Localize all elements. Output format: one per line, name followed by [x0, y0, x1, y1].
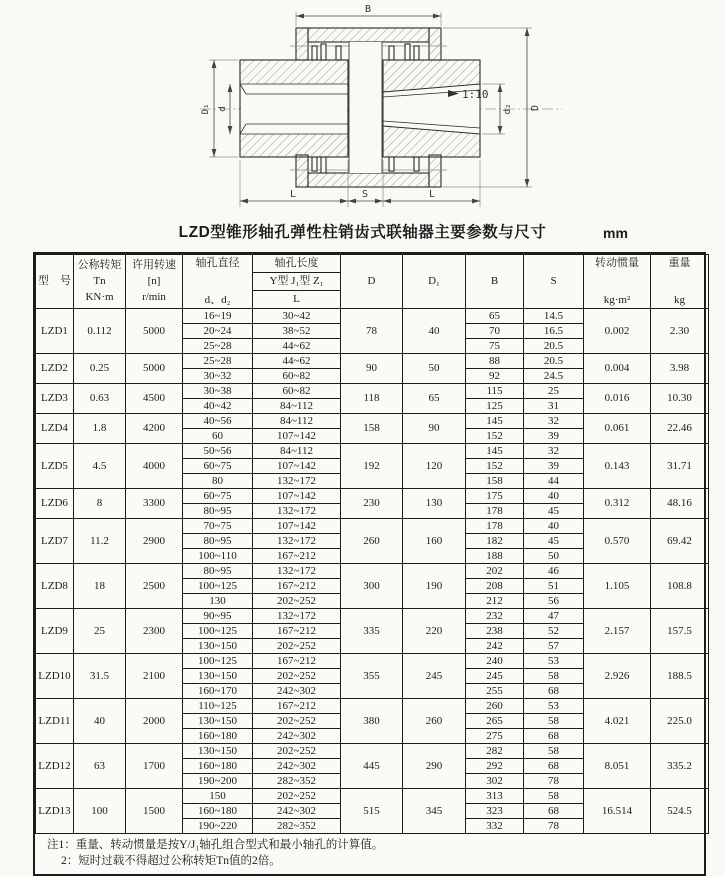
torque-cell: 31.5 — [74, 654, 126, 699]
bore-length-cell: 44~62 — [253, 354, 341, 369]
bore-diameter-cell: 160~180 — [183, 804, 253, 819]
S-cell: 50 — [524, 549, 584, 564]
inertia-cell: 0.570 — [584, 519, 651, 564]
bore-diameter-cell: 80~95 — [183, 504, 253, 519]
bore-diameter-cell: 130 — [183, 594, 253, 609]
D1-cell: 160 — [403, 519, 466, 564]
parameter-table — [35, 254, 709, 834]
B-cell: 238 — [466, 624, 524, 639]
bore-length-cell: 282~352 — [253, 819, 341, 834]
S-cell: 78 — [524, 774, 584, 789]
D-cell: 90 — [341, 354, 403, 384]
bore-length-cell: 107~142 — [253, 429, 341, 444]
header-inertia — [584, 255, 651, 309]
S-cell: 32 — [524, 444, 584, 459]
bore-length-cell: 242~302 — [253, 684, 341, 699]
inertia-cell: 0.061 — [584, 414, 651, 444]
D-cell: 355 — [341, 654, 403, 699]
B-cell: 182 — [466, 534, 524, 549]
B-cell: 313 — [466, 789, 524, 804]
dim-d2-label: d₂ — [503, 103, 513, 115]
weight-cell: 524.5 — [651, 789, 709, 834]
B-cell: 65 — [466, 309, 524, 324]
D1-cell: 245 — [403, 654, 466, 699]
bore-length-cell: 202~252 — [253, 714, 341, 729]
torque-cell: 1.8 — [74, 414, 126, 444]
bore-length-cell: 107~142 — [253, 459, 341, 474]
S-cell: 51 — [524, 579, 584, 594]
speed-cell: 4200 — [126, 414, 183, 444]
B-cell: 292 — [466, 759, 524, 774]
speed-cell: 4500 — [126, 384, 183, 414]
bore-diameter-cell: 130~150 — [183, 744, 253, 759]
S-cell: 20.5 — [524, 339, 584, 354]
unit-label: mm — [603, 225, 628, 241]
bore-length-cell: 167~212 — [253, 624, 341, 639]
header-bore-length: 轴孔长度 — [253, 255, 341, 273]
bore-length-cell: 60~82 — [253, 384, 341, 399]
S-cell: 57 — [524, 639, 584, 654]
center-sleeve — [349, 42, 382, 173]
S-cell: 68 — [524, 729, 584, 744]
bore-length-cell: 167~212 — [253, 654, 341, 669]
bore-diameter-cell: 40~56 — [183, 414, 253, 429]
B-cell: 145 — [466, 444, 524, 459]
table-row — [36, 744, 709, 759]
torque-cell: 25 — [74, 609, 126, 654]
dim-B-label: B — [364, 4, 372, 15]
bore-diameter-cell: 130~150 — [183, 669, 253, 684]
S-cell: 39 — [524, 459, 584, 474]
bore-length-cell: 202~252 — [253, 669, 341, 684]
weight-cell: 2.30 — [651, 309, 709, 354]
speed-cell: 2300 — [126, 609, 183, 654]
bore-length-cell: 202~252 — [253, 594, 341, 609]
header-speed-title: 许用转速 — [132, 258, 176, 271]
B-cell: 115 — [466, 384, 524, 399]
D-cell: 445 — [341, 744, 403, 789]
bore-length-cell: 242~302 — [253, 729, 341, 744]
page-title: LZD型锥形轴孔弹性柱销齿式联轴器主要参数与尺寸 — [178, 224, 547, 241]
model-cell: LZD1 — [36, 309, 74, 354]
bore-diameter-cell: 190~220 — [183, 819, 253, 834]
D-cell: 78 — [341, 309, 403, 354]
S-cell: 32 — [524, 414, 584, 429]
bore-diameter-cell: 160~170 — [183, 684, 253, 699]
S-cell: 24.5 — [524, 369, 584, 384]
table-row — [36, 564, 709, 579]
bore-diameter-cell: 150 — [183, 789, 253, 804]
bore-diameter-cell: 80~95 — [183, 564, 253, 579]
model-cell: LZD9 — [36, 609, 74, 654]
bore-diameter-cell: 80~95 — [183, 534, 253, 549]
header-weight — [651, 255, 709, 309]
torque-cell: 0.112 — [74, 309, 126, 354]
B-cell: 152 — [466, 459, 524, 474]
D1-cell: 120 — [403, 444, 466, 489]
bore-length-cell: 202~252 — [253, 744, 341, 759]
S-cell: 78 — [524, 819, 584, 834]
B-cell: 188 — [466, 549, 524, 564]
B-cell: 245 — [466, 669, 524, 684]
bore-diameter-cell: 100~125 — [183, 654, 253, 669]
model-cell: LZD13 — [36, 789, 74, 834]
model-cell: LZD2 — [36, 354, 74, 384]
torque-cell: 40 — [74, 699, 126, 744]
bore-length-cell: 132~172 — [253, 564, 341, 579]
S-cell: 46 — [524, 564, 584, 579]
dim-L-right-label: L — [428, 189, 436, 200]
inertia-cell: 16.514 — [584, 789, 651, 834]
S-cell: 40 — [524, 489, 584, 504]
dim-d-label: d — [218, 106, 228, 112]
B-cell: 332 — [466, 819, 524, 834]
D-cell: 230 — [341, 489, 403, 519]
bore-length-cell: 107~142 — [253, 489, 341, 504]
model-cell: LZD8 — [36, 564, 74, 609]
dim-D-label: D — [530, 104, 541, 112]
speed-cell: 2900 — [126, 519, 183, 564]
bore-diameter-cell: 30~32 — [183, 369, 253, 384]
bore-diameter-cell: 160~180 — [183, 729, 253, 744]
speed-cell: 2500 — [126, 564, 183, 609]
D-cell: 158 — [341, 414, 403, 444]
S-cell: 53 — [524, 699, 584, 714]
S-cell: 25 — [524, 384, 584, 399]
header-inertia-title: 转动惯量 — [595, 256, 639, 269]
header-weight-title: 重量 — [668, 256, 691, 269]
B-cell: 175 — [466, 489, 524, 504]
header-D: D — [341, 255, 403, 309]
header-weight-unit: kg — [674, 293, 685, 306]
table-row — [36, 654, 709, 669]
B-cell: 232 — [466, 609, 524, 624]
weight-cell: 69.42 — [651, 519, 709, 564]
B-cell: 212 — [466, 594, 524, 609]
S-cell: 58 — [524, 789, 584, 804]
bore-length-cell: 84~112 — [253, 414, 341, 429]
dim-L-left-label: L — [289, 189, 297, 200]
bore-diameter-cell: 160~180 — [183, 759, 253, 774]
D1-cell: 220 — [403, 609, 466, 654]
taper-label: 1:10 — [462, 88, 489, 101]
model-cell: LZD10 — [36, 654, 74, 699]
B-cell: 265 — [466, 714, 524, 729]
inertia-cell: 2.157 — [584, 609, 651, 654]
dim-B — [296, 4, 441, 26]
header-S: S — [524, 255, 584, 309]
header-bore-length-types: Y型 J₁型 Z₁ — [253, 273, 341, 291]
D1-cell: 290 — [403, 744, 466, 789]
bore-length-cell: 30~42 — [253, 309, 341, 324]
S-cell: 58 — [524, 744, 584, 759]
bore-diameter-cell: 70~75 — [183, 519, 253, 534]
table-row — [36, 384, 709, 399]
weight-cell: 3.98 — [651, 354, 709, 384]
header-speed — [126, 255, 183, 309]
bore-diameter-cell: 20~24 — [183, 324, 253, 339]
right-hub — [383, 60, 489, 157]
B-cell: 88 — [466, 354, 524, 369]
bore-diameter-cell: 16~19 — [183, 309, 253, 324]
bore-length-cell: 242~302 — [253, 804, 341, 819]
bore-length-cell: 202~252 — [253, 639, 341, 654]
header-torque-symbol: Tn — [93, 275, 106, 287]
D1-cell: 260 — [403, 699, 466, 744]
B-cell: 178 — [466, 504, 524, 519]
bore-length-cell: 107~142 — [253, 519, 341, 534]
coupling-drawing-area — [0, 0, 725, 218]
B-cell: 323 — [466, 804, 524, 819]
D-cell: 515 — [341, 789, 403, 834]
S-cell: 16.5 — [524, 324, 584, 339]
bore-diameter-cell: 130~150 — [183, 639, 253, 654]
torque-cell: 100 — [74, 789, 126, 834]
coupling-table-body — [36, 309, 709, 834]
B-cell: 275 — [466, 729, 524, 744]
table-row — [36, 309, 709, 324]
header-bore-diameter — [183, 255, 253, 309]
note-line-1: 注1：重量、转动惯量是按Y/J₁轴孔组合型式和最小轴孔的计算值。 — [47, 839, 384, 851]
S-cell: 47 — [524, 609, 584, 624]
speed-cell: 5000 — [126, 309, 183, 354]
B-cell: 178 — [466, 519, 524, 534]
B-cell: 75 — [466, 339, 524, 354]
inertia-cell: 0.143 — [584, 444, 651, 489]
bore-diameter-cell: 100~125 — [183, 624, 253, 639]
table-notes — [35, 834, 704, 874]
speed-cell: 4000 — [126, 444, 183, 489]
B-cell: 260 — [466, 699, 524, 714]
bore-diameter-cell: 90~95 — [183, 609, 253, 624]
B-cell: 255 — [466, 684, 524, 699]
header-inertia-unit: kg·m² — [603, 293, 631, 306]
bore-diameter-cell: 50~56 — [183, 444, 253, 459]
bore-diameter-cell: 190~200 — [183, 774, 253, 789]
S-cell: 53 — [524, 654, 584, 669]
bore-diameter-cell: 25~28 — [183, 354, 253, 369]
torque-cell: 18 — [74, 564, 126, 609]
table-row — [36, 354, 709, 369]
bore-diameter-cell: 60~75 — [183, 459, 253, 474]
weight-cell: 10.30 — [651, 384, 709, 414]
bore-length-cell: 167~212 — [253, 699, 341, 714]
speed-cell: 3300 — [126, 489, 183, 519]
S-cell: 40 — [524, 519, 584, 534]
bore-length-cell: 44~62 — [253, 339, 341, 354]
model-cell: LZD3 — [36, 384, 74, 414]
table-row — [36, 489, 709, 504]
B-cell: 70 — [466, 324, 524, 339]
bore-length-cell: 38~52 — [253, 324, 341, 339]
B-cell: 145 — [466, 414, 524, 429]
bore-length-cell: 282~352 — [253, 774, 341, 789]
speed-cell: 1700 — [126, 744, 183, 789]
weight-cell: 31.71 — [651, 444, 709, 489]
D1-cell: 65 — [403, 384, 466, 414]
speed-cell: 1500 — [126, 789, 183, 834]
bore-length-cell: 84~112 — [253, 444, 341, 459]
S-cell: 58 — [524, 669, 584, 684]
B-cell: 152 — [466, 429, 524, 444]
table-row — [36, 609, 709, 624]
S-cell: 31 — [524, 399, 584, 414]
S-cell: 45 — [524, 534, 584, 549]
weight-cell: 157.5 — [651, 609, 709, 654]
S-cell: 14.5 — [524, 309, 584, 324]
inertia-cell: 0.004 — [584, 354, 651, 384]
D1-cell: 40 — [403, 309, 466, 354]
bore-length-cell: 84~112 — [253, 399, 341, 414]
bore-diameter-cell: 30~38 — [183, 384, 253, 399]
B-cell: 282 — [466, 744, 524, 759]
speed-cell: 5000 — [126, 354, 183, 384]
dim-S-label: S — [361, 189, 369, 200]
S-cell: 44 — [524, 474, 584, 489]
weight-cell: 225.0 — [651, 699, 709, 744]
D-cell: 380 — [341, 699, 403, 744]
model-cell: LZD4 — [36, 414, 74, 444]
table-row — [36, 414, 709, 429]
inertia-cell: 1.105 — [584, 564, 651, 609]
inertia-cell: 8.051 — [584, 744, 651, 789]
torque-cell: 0.63 — [74, 384, 126, 414]
bore-diameter-cell: 40~42 — [183, 399, 253, 414]
S-cell: 45 — [524, 504, 584, 519]
bore-diameter-cell: 100~125 — [183, 579, 253, 594]
S-cell: 52 — [524, 624, 584, 639]
D-cell: 192 — [341, 444, 403, 489]
B-cell: 208 — [466, 579, 524, 594]
weight-cell: 188.5 — [651, 654, 709, 699]
bore-length-cell: 132~172 — [253, 474, 341, 489]
coupling-drawing — [0, 0, 725, 218]
B-cell: 302 — [466, 774, 524, 789]
table-header — [36, 255, 709, 309]
D-cell: 335 — [341, 609, 403, 654]
model-cell: LZD7 — [36, 519, 74, 564]
bore-length-cell: 132~172 — [253, 609, 341, 624]
bore-length-cell: 202~252 — [253, 789, 341, 804]
speed-cell: 2000 — [126, 699, 183, 744]
torque-cell: 8 — [74, 489, 126, 519]
note-line-2: 2：短时过载不得超过公称转矩Tn值的2倍。 — [61, 855, 281, 867]
inertia-cell: 2.926 — [584, 654, 651, 699]
B-cell: 158 — [466, 474, 524, 489]
header-torque-unit: KN·m — [85, 291, 114, 304]
header-D1: D₁ — [403, 255, 466, 309]
model-cell: LZD11 — [36, 699, 74, 744]
header-B: B — [466, 255, 524, 309]
B-cell: 242 — [466, 639, 524, 654]
inertia-cell: 0.002 — [584, 309, 651, 354]
inertia-cell: 0.312 — [584, 489, 651, 519]
header-bore-diameter-title: 轴孔直径 — [195, 256, 240, 269]
bore-diameter-cell: 100~110 — [183, 549, 253, 564]
bore-length-cell: 167~212 — [253, 579, 341, 594]
inertia-cell: 0.016 — [584, 384, 651, 414]
B-cell: 202 — [466, 564, 524, 579]
header-bore-length-symbol: L — [253, 291, 341, 309]
speed-cell: 2100 — [126, 654, 183, 699]
bore-diameter-cell: 80 — [183, 474, 253, 489]
D-cell: 118 — [341, 384, 403, 414]
header-model: 型 号 — [36, 255, 74, 309]
D1-cell: 345 — [403, 789, 466, 834]
header-torque — [74, 255, 126, 309]
torque-cell: 11.2 — [74, 519, 126, 564]
S-cell: 68 — [524, 759, 584, 774]
title-row — [0, 218, 725, 252]
weight-cell: 335.2 — [651, 744, 709, 789]
S-cell: 39 — [524, 429, 584, 444]
D-cell: 300 — [341, 564, 403, 609]
header-speed-unit: r/min — [142, 291, 166, 304]
D-cell: 260 — [341, 519, 403, 564]
B-cell: 92 — [466, 369, 524, 384]
bore-length-cell: 132~172 — [253, 534, 341, 549]
model-cell: LZD6 — [36, 489, 74, 519]
S-cell: 68 — [524, 804, 584, 819]
bore-diameter-cell: 25~28 — [183, 339, 253, 354]
B-cell: 240 — [466, 654, 524, 669]
S-cell: 20.5 — [524, 354, 584, 369]
D1-cell: 190 — [403, 564, 466, 609]
parameter-table-frame — [33, 252, 706, 876]
weight-cell: 22.46 — [651, 414, 709, 444]
inertia-cell: 4.021 — [584, 699, 651, 744]
bore-length-cell: 242~302 — [253, 759, 341, 774]
dim-D1-label: D₁ — [201, 103, 211, 115]
S-cell: 56 — [524, 594, 584, 609]
table-row — [36, 444, 709, 459]
bore-length-cell: 132~172 — [253, 504, 341, 519]
header-bore-diameter-symbol: d、d₂ — [204, 293, 231, 306]
table-row — [36, 699, 709, 714]
B-cell: 125 — [466, 399, 524, 414]
torque-cell: 63 — [74, 744, 126, 789]
header-speed-symbol: [n] — [147, 275, 161, 287]
bore-diameter-cell: 60 — [183, 429, 253, 444]
left-hub — [240, 60, 348, 157]
bore-length-cell: 60~82 — [253, 369, 341, 384]
table-row — [36, 789, 709, 804]
weight-cell: 48.16 — [651, 489, 709, 519]
torque-cell: 4.5 — [74, 444, 126, 489]
D1-cell: 90 — [403, 414, 466, 444]
bore-diameter-cell: 60~75 — [183, 489, 253, 504]
weight-cell: 108.8 — [651, 564, 709, 609]
model-cell: LZD12 — [36, 744, 74, 789]
torque-cell: 0.25 — [74, 354, 126, 384]
table-row — [36, 519, 709, 534]
header-torque-title: 公称转矩 — [77, 258, 122, 271]
bore-length-cell: 167~212 — [253, 549, 341, 564]
bore-diameter-cell: 130~150 — [183, 714, 253, 729]
S-cell: 68 — [524, 684, 584, 699]
D1-cell: 130 — [403, 489, 466, 519]
S-cell: 58 — [524, 714, 584, 729]
model-cell: LZD5 — [36, 444, 74, 489]
D1-cell: 50 — [403, 354, 466, 384]
bore-diameter-cell: 110~125 — [183, 699, 253, 714]
